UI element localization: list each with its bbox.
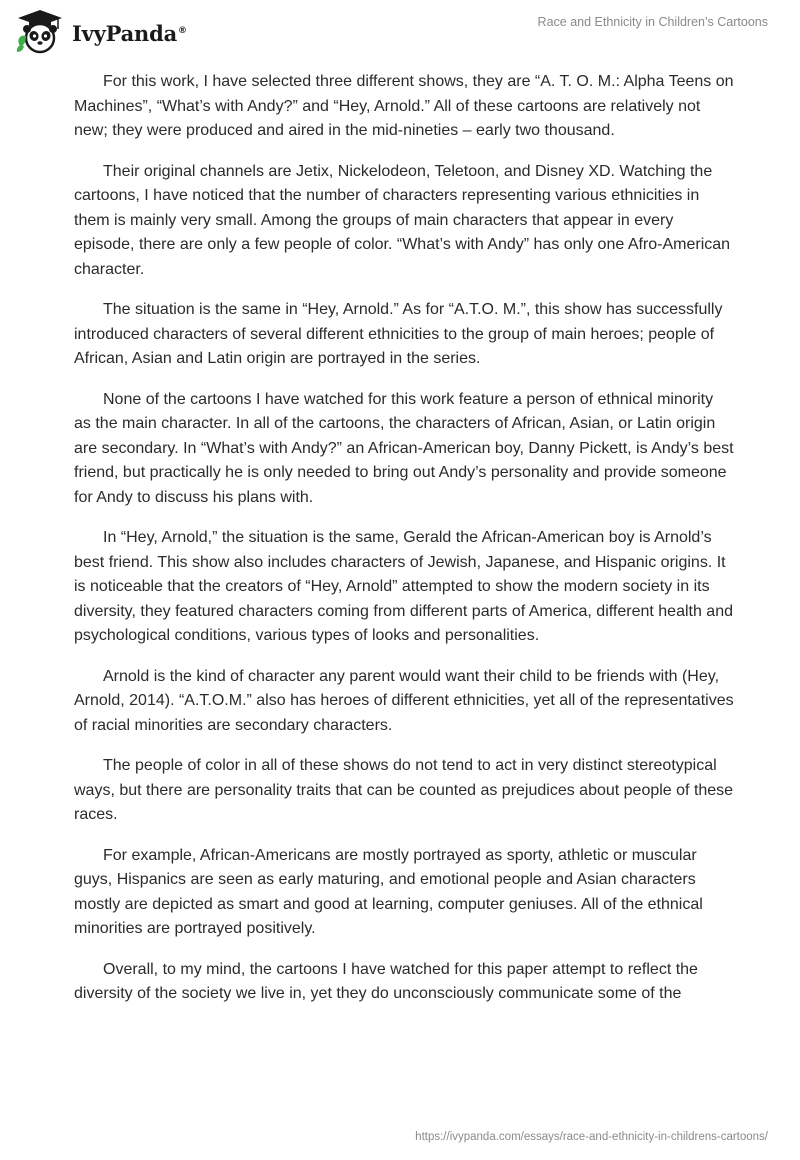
brand-name: [72, 21, 187, 46]
essay-body: [74, 70, 734, 1023]
paragraph-7: The people of color in all of these shows do not tend to act in very distinct stereotypical ways, but there are personality traits that can be counted as prejudices about people of these races.: [74, 757, 734, 823]
document-title: Race and Ethnicity in Children’s Cartoons: [537, 15, 768, 29]
paragraph-3: The situation is the same in “Hey, Arnold.” As for “A.T.O. M.”, this show has successfully introduced characters of several different ethnicities to the group of main heroes; people of African, Asian and Latin origin are portrayed in the series.: [74, 301, 723, 367]
registered-mark: ®: [178, 25, 187, 36]
page-header: [0, 0, 800, 60]
source-url-link[interactable]: https://ivypanda.com/essays/race-and-ethnicity-in-childrens-cartoons/: [415, 1131, 768, 1143]
paragraph-8: For example, African-Americans are mostly portrayed as sporty, athletic or muscular guys, Hispanics are seen as early maturing, and emotional people and Asian characters mostly are depicted as smart and good at learning, computer geniuses. All of the ethnical minorities are portrayed positively.: [74, 846, 703, 937]
paragraph-4: None of the cartoons I have watched for this work feature a person of ethnical minority as the main character. In all of the cartoons, the characters of African, Asian, or Latin origin are secondary. In “What’s with Andy?” an African-American boy, Danny Pickett, is Andy’s best friend, but practically he is only needed to bring out Andy’s personality and provide someone for Andy to discuss his plans with.: [74, 390, 734, 506]
paragraph-2: Their original channels are Jetix, Nickelodeon, Teletoon, and Disney XD. Watching the cartoons, I have noticed that the number of characters representing various ethnicities in them is mainly very small. Among the groups of main characters that appear in every episode, there are only a few people of color. “What’s with Andy” has only one Afro-American character.: [74, 162, 731, 278]
ivypanda-logo[interactable]: [14, 8, 187, 56]
paragraph-5: In “Hey, Arnold,” the situation is the same, Gerald the African-American boy is Arnold’s best friend. This show also includes characters of Jewish, Japanese, and Hispanic origins. It is noticeable that the creators of “Hey, Arnold” attempted to show the modern society in its diversity, they featured characters coming from different parts of America, different health and psychological conditions, various types of looks and personalities.: [74, 529, 733, 644]
panda-graduate-icon: [14, 8, 66, 56]
brand-label: IvyPanda: [72, 20, 178, 46]
paragraph-1: For this work, I have selected three different shows, they are “A. T. O. M.: Alpha Teens on Machines”, “What’s with Andy?” and “Hey, Arnold.” All of these cartoons are relatively not new; they were produced and aired in the mid-nineties – early two thousand.: [74, 73, 734, 139]
paragraph-6: Arnold is the kind of character any parent would want their child to be friends with (Hey, Arnold, 2014). “A.T.O.M.” also has heroes of different ethnicities, yet all of the representatives of racial minorities are secondary characters.: [74, 667, 734, 734]
paragraph-9: Overall, to my mind, the cartoons I have watched for this paper attempt to reflect the diversity of the society we live in, yet they do unconsciously communicate some of the: [74, 960, 698, 1002]
